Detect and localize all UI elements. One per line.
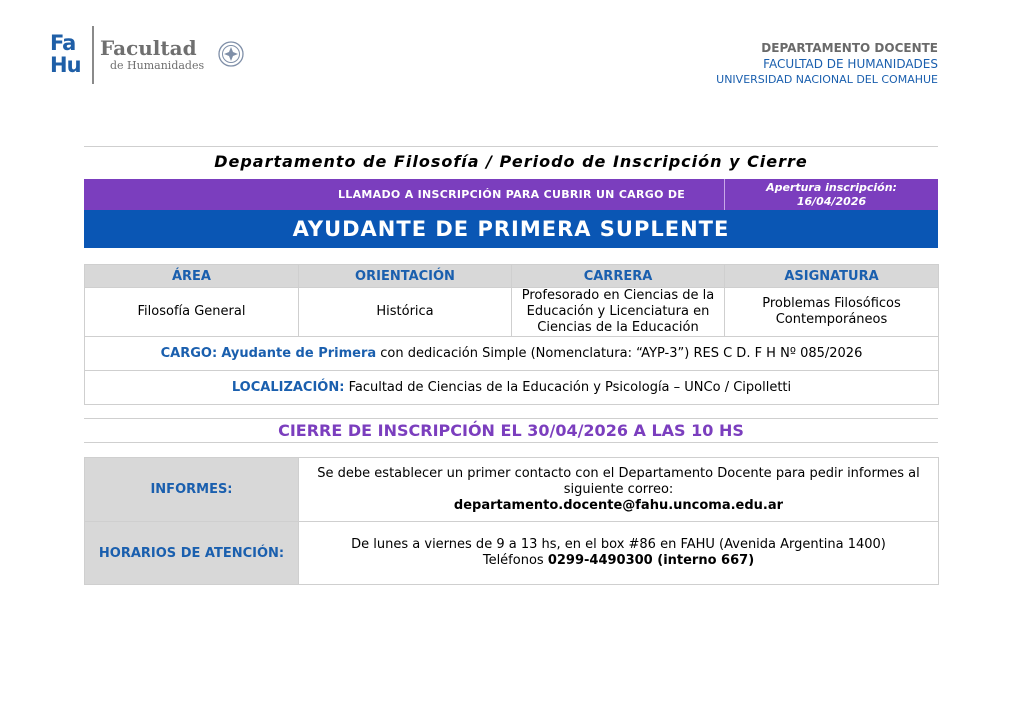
details-header-row (85, 265, 939, 288)
opening-label: Apertura inscripción: (766, 181, 897, 194)
faculty-logo (50, 26, 250, 84)
informes-label: INFORMES: (85, 458, 299, 522)
opening-info (725, 181, 938, 209)
orientacion-value: Histórica (299, 288, 512, 337)
carrera-value: Profesorado en Ciencias de la Educación y Licenciatura en Ciencias de la Educación (512, 288, 725, 337)
university-line: UNIVERSIDAD NACIONAL DEL COMAHUE (716, 73, 938, 86)
cargo-cell (85, 337, 939, 371)
horarios-cell (299, 522, 939, 585)
informes-text: Se debe establecer un primer contacto con el Departamento Docente para pedir informes al siguiente correo: (317, 465, 920, 497)
horarios-row (85, 522, 939, 585)
details-value-row (85, 288, 939, 337)
header-carrera: CARRERA (512, 265, 725, 288)
localizacion-cell (85, 371, 939, 405)
telefonos-number: 0299-4490300 (interno 667) (547, 553, 755, 568)
horarios-label: HORARIOS DE ATENCIÓN: (85, 522, 299, 585)
localizacion-text: Facultad de Ciencias de la Educación y Psicología – UNCo / Cipolletti (348, 380, 792, 395)
cargo-text: con dedicación Simple (Nomenclatura: “AYP-3”) RES C D. F H Nº 085/2026 (380, 346, 863, 361)
page-title: Departamento de Filosofía / Periodo de Inscripción y Cierre (214, 152, 808, 171)
header-asignatura: ASIGNATURA (725, 265, 939, 288)
logo-subtitle: de Humanidades (110, 59, 205, 72)
info-table (84, 457, 939, 585)
closing-divider-top (84, 418, 938, 419)
logo-mark (50, 32, 81, 76)
telefonos-label: Teléfonos (482, 553, 544, 568)
university-seal-icon (218, 41, 244, 67)
department-line: DEPARTAMENTO DOCENTE (761, 41, 938, 55)
horarios-text: De lunes a viernes de 9 a 13 hs, en el box #86 en FAHU (Avenida Argentina 1400) (351, 537, 886, 552)
informes-cell (299, 458, 939, 522)
localizacion-row (85, 371, 939, 405)
cargo-role: Ayudante de Primera (221, 346, 377, 361)
informes-row (85, 458, 939, 522)
logo-name: Facultad (100, 36, 197, 60)
top-divider (84, 146, 938, 147)
contact-email-link[interactable]: departamento.docente@fahu.uncoma.edu.ar (453, 497, 784, 513)
header-area: ÁREA (85, 265, 299, 288)
logo-mark-line1: Fa (50, 31, 76, 55)
logo-divider (92, 26, 94, 84)
cargo-row (85, 337, 939, 371)
header-orientacion: ORIENTACIÓN (299, 265, 512, 288)
cargo-label: CARGO: (160, 346, 218, 361)
position-banner (84, 210, 938, 248)
localizacion-label: LOCALIZACIÓN: (231, 380, 345, 395)
faculty-line: FACULTAD DE HUMANIDADES (763, 57, 938, 71)
logo-mark-line2: Hu (50, 53, 81, 77)
asignatura-value: Problemas Filosóficos Contemporáneos (725, 288, 939, 337)
call-text: LLAMADO A INSCRIPCIÓN PARA CUBRIR UN CARGO DE (338, 188, 686, 201)
closing-divider-bottom (84, 442, 938, 443)
area-value: Filosofía General (85, 288, 299, 337)
department-header (716, 40, 938, 88)
position-title: AYUDANTE DE PRIMERA SUPLENTE (292, 217, 730, 241)
opening-date: 16/04/2026 (796, 195, 867, 208)
details-table (84, 264, 939, 405)
closing-notice: CIERRE DE INSCRIPCIÓN EL 30/04/2026 A LAS 10 HS (278, 421, 744, 440)
call-banner (84, 179, 938, 210)
